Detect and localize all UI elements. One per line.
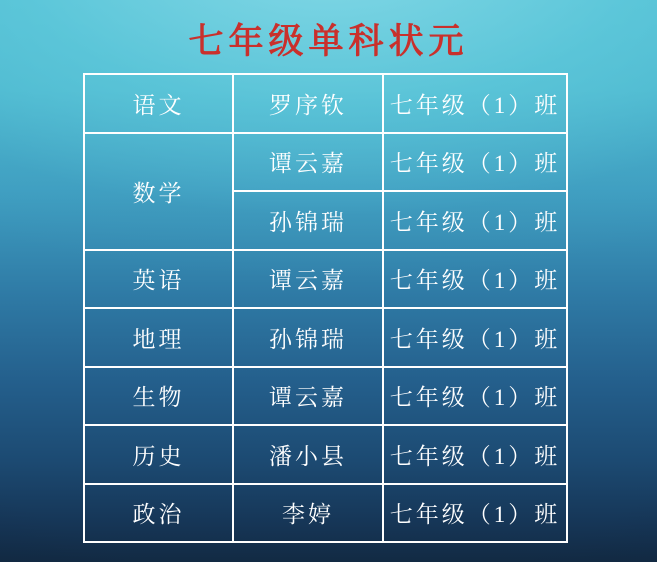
subject-cell: 数学 (84, 133, 233, 250)
table-body (84, 74, 567, 542)
subject-cell: 历史 (84, 425, 233, 484)
champions-table (83, 73, 568, 543)
subject-cell: 英语 (84, 250, 233, 309)
table-row (84, 308, 567, 367)
table-row (84, 74, 567, 133)
name-cell: 谭云嘉 (233, 367, 383, 426)
class-cell: 七年级（1）班 (383, 191, 567, 250)
class-cell: 七年级（1）班 (383, 133, 567, 192)
name-cell: 孙锦瑞 (233, 191, 383, 250)
table-row (84, 425, 567, 484)
table-row (84, 484, 567, 543)
table-row (84, 133, 567, 192)
class-cell: 七年级（1）班 (383, 74, 567, 133)
page-title: 七年级单科状元 (188, 22, 469, 61)
name-cell: 谭云嘉 (233, 133, 383, 192)
name-cell: 李婷 (233, 484, 383, 543)
subject-cell: 地理 (84, 308, 233, 367)
class-cell: 七年级（1）班 (383, 250, 567, 309)
name-cell: 谭云嘉 (233, 250, 383, 309)
class-cell: 七年级（1）班 (383, 367, 567, 426)
subject-cell: 生物 (84, 367, 233, 426)
name-cell: 孙锦瑞 (233, 308, 383, 367)
table-row (84, 367, 567, 426)
name-cell: 罗序钦 (233, 74, 383, 133)
subject-cell: 语文 (84, 74, 233, 133)
name-cell: 潘小县 (233, 425, 383, 484)
class-cell: 七年级（1）班 (383, 425, 567, 484)
class-cell: 七年级（1）班 (383, 484, 567, 543)
table-row (84, 250, 567, 309)
class-cell: 七年级（1）班 (383, 308, 567, 367)
subject-cell: 政治 (84, 484, 233, 543)
